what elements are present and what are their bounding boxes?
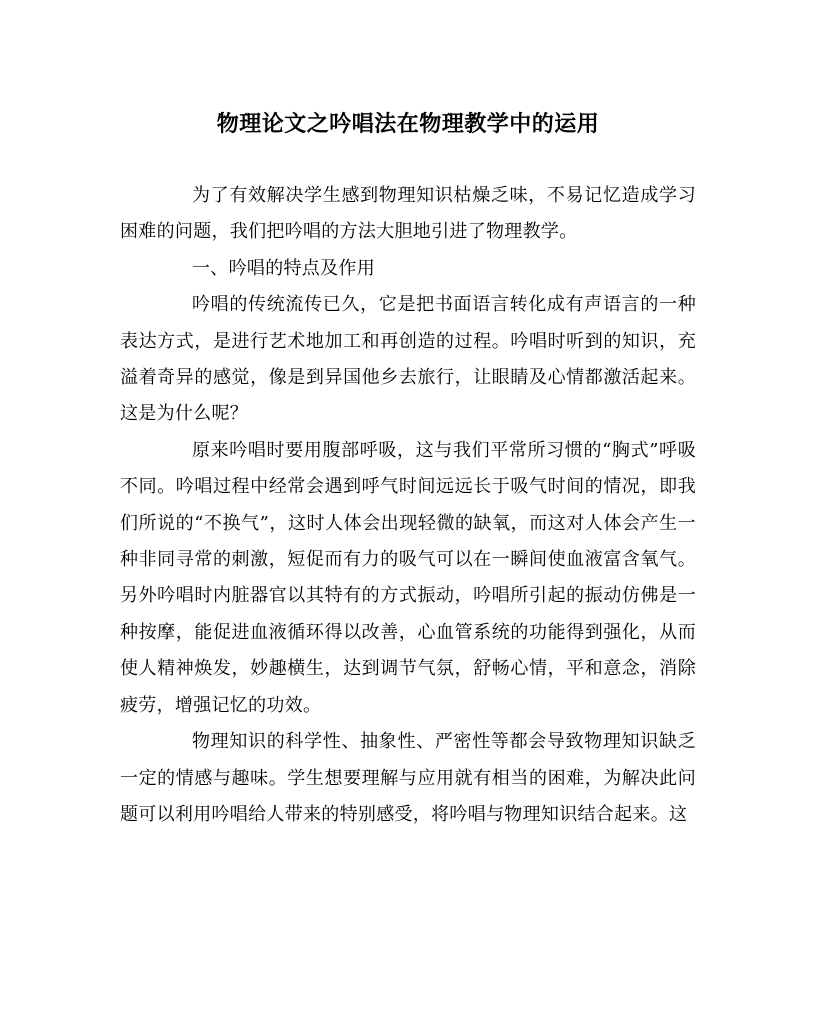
paragraph-chanting-tradition: 吟唱的传统流传已久，它是把书面语言转化成有声语言的一种表达方式，是进行艺术地加工和再创造的过程。吟唱时听到的知识，充溢着奇异的感觉，像是到异国他乡去旅行，让眼睛及心情都激活起来。这是为什么呢？ [120,294,696,425]
paragraph-abdominal-breathing: 原来吟唱时要用腹部呼吸，这与我们平常所习惯的“胸式”呼吸不同。吟唱过程中经常会遇到呼气时间远远长于吸气时间的情况，即我们所说的“不换气”，这时人体会出现轻微的缺氧，而这对人体会产生一种非同寻常的刺激，短促而有力的吸气可以在一瞬间使血液富含氧气。另外吟唱时内脏器官以其特有的方式振动，吟唱所引起的振动仿佛是一种按摩，能促进血液循环得以改善，心血管系统的功能得到强化，从而使人精神焕发，妙趣横生，达到调节气氛，舒畅心情，平和意念，消除疲劳，增强记忆的功效。 [120,439,696,716]
document-body [120,178,696,833]
paragraph-physics-knowledge: 物理知识的科学性、抽象性、严密性等都会导致物理知识缺乏一定的情感与趣味。学生想要理解与应用就有相当的困难，为解决此问题可以利用吟唱给人带来的特别感受，将吟唱与物理知识结合起来。这 [120,731,696,825]
section-heading: 一、吟唱的特点及作用 [192,257,375,279]
document-title: 物理论文之吟唱法在物理教学中的运用 [216,111,600,137]
paragraph-intro: 为了有效解决学生感到物理知识枯燥乏味，不易记忆造成学习困难的问题，我们把吟唱的方法大胆地引进了物理教学。 [120,185,696,243]
